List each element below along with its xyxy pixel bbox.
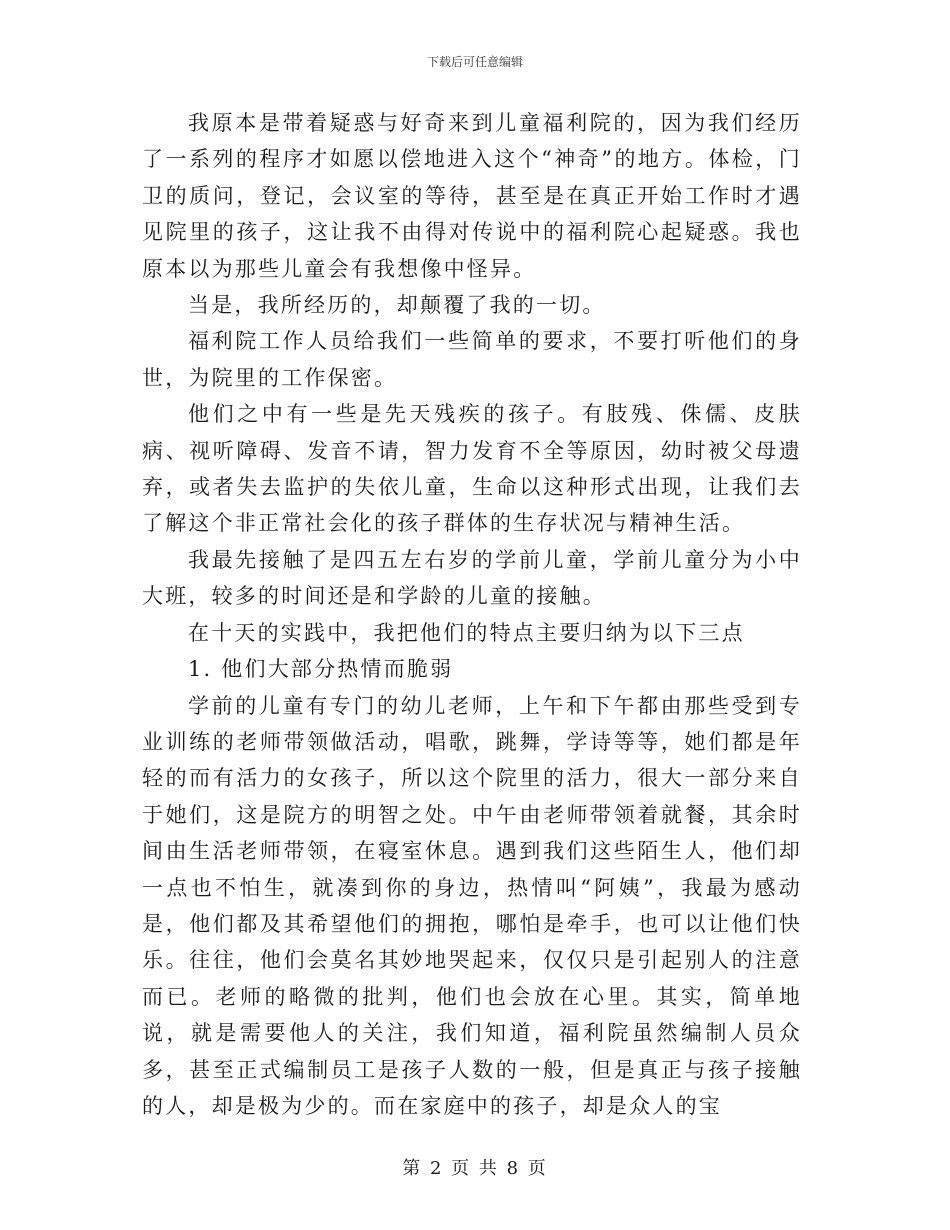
paragraph-6: 在十天的实践中，我把他们的特点主要归纳为以下三点 [188,620,745,645]
list-heading-1: 1. 他们大部分热情而脆弱 [188,657,454,682]
footer-current-page: 2 [429,1158,444,1179]
footer-label-unit-end: 页 [527,1158,548,1179]
footer-label-total: 共 [478,1158,499,1179]
paragraph-1: 我原本是带着疑惑与好奇来到儿童福利院的，因为我们经历了一系列的程序才如愿以偿地进入这个“神奇”的地方。体检，门卫的质问，登记，会议室的等待，甚至是在真正开始工作时才遇见院里的孩子，这让我不由得对传说中的福利院心起疑惑。我也原本以为那些儿童会有我想像中怪异。 [142,111,802,281]
footer-total-pages: 8 [506,1158,521,1179]
paragraph-3: 福利院工作人员给我们一些简单的要求，不要打听他们的身世，为院里的工作保密。 [142,329,802,390]
footer-label-unit: 页 [451,1158,472,1179]
paragraph-5: 我最先接触了是四五左右岁的学前儿童，学前儿童分为小中大班，较多的时间还是和学龄的儿童的接触。 [142,547,802,609]
document-body [142,105,802,1124]
page-header: 下载后可任意编辑 [426,55,523,69]
paragraph-4: 他们之中有一些是先天残疾的孩子。有肢残、侏儒、皮肤病、视听障碍、发音不请，智力发育不全等原因，幼时被父母遗弃，或者失去监护的失依儿童，生命以这种形式出现，让我们去了解这个非正常社会化的孩子群体的生存状况与精神生活。 [142,402,802,536]
footer-label-page: 第 [402,1158,423,1179]
paragraph-7: 学前的儿童有专门的幼儿老师，上午和下午都由那些受到专业训练的老师带领做活动，唱歌，跳舞，学诗等等，她们都是年轻的而有活力的女孩子，所以这个院里的活力，很大一部分来自于她们，这是院方的明智之处。中午由老师带领着就餐，其余时间由生活老师带领，在寝室休息。遇到我们这些陌生人，他们却一点也不怕生，就凑到你的身边，热情叫“阿姨”，我最为感动是，他们都及其希望他们的拥抱，哪怕是牵手，也可以让他们快乐。往往，他们会莫名其妙地哭起来，仅仅只是引起别人的注意而已。老师的略微的批判，他们也会放在心里。其实，简单地说，就是需要他人的关注，我们知道，福利院虽然编制人员众多，甚至正式编制员工是孩子人数的一般，但是真正与孩子接触的人，却是极为少的。而在家庭中的孩子，却是众人的宝 [142,693,802,1118]
paragraph-2: 当是，我所经历的，却颠覆了我的一切。 [188,293,606,318]
page-footer [0,1157,950,1181]
